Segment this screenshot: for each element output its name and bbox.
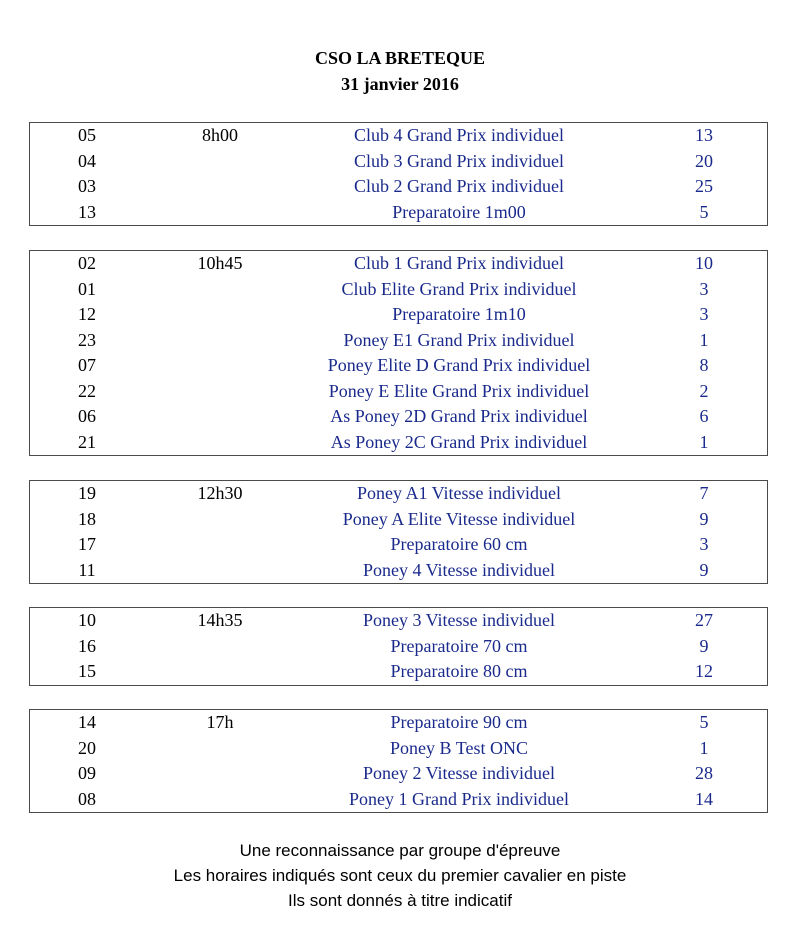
start-time: 14h35 bbox=[197, 610, 243, 630]
event-number: 16 bbox=[78, 635, 96, 656]
rider-count: 14 bbox=[695, 788, 713, 809]
rider-count: 8 bbox=[699, 355, 709, 375]
event-name: As Poney 2D Grand Prix individuel bbox=[330, 406, 588, 426]
event-number: 12 bbox=[78, 304, 96, 324]
table-row bbox=[30, 149, 767, 175]
event-name: Poney 2 Vitesse individuel bbox=[362, 763, 556, 783]
event-name: Club 2 Grand Prix individuel bbox=[354, 176, 564, 196]
rider-count: 3 bbox=[699, 534, 709, 554]
rider-count: 1 bbox=[699, 737, 709, 758]
rider-count: 10 bbox=[695, 253, 713, 273]
schedule-group bbox=[29, 607, 768, 686]
event-number: 07 bbox=[78, 355, 96, 375]
rider-count: 12 bbox=[695, 661, 713, 681]
event-name: Poney B Test ONC bbox=[390, 737, 528, 758]
event-name: Poney 3 Vitesse individuel bbox=[362, 610, 556, 630]
event-name: As Poney 2C Grand Prix individuel bbox=[330, 431, 588, 452]
rider-count: 1 bbox=[699, 431, 709, 452]
event-number: 15 bbox=[78, 661, 96, 681]
event-number: 13 bbox=[78, 201, 96, 222]
table-row bbox=[30, 481, 767, 507]
table-row bbox=[30, 736, 767, 762]
table-row bbox=[30, 251, 767, 277]
event-name: Poney A Elite Vitesse individuel bbox=[342, 508, 576, 529]
start-time: 10h45 bbox=[197, 253, 243, 273]
event-name: Preparatoire 60 cm bbox=[390, 534, 528, 554]
schedule-group bbox=[29, 480, 768, 584]
table-row bbox=[30, 710, 767, 736]
event-name: Poney 4 Vitesse individuel bbox=[362, 559, 556, 580]
event-name: Preparatoire 90 cm bbox=[390, 712, 528, 732]
table-row bbox=[30, 353, 767, 379]
footer-note-2: Les horaires indiqués sont ceux du premier cavalier en piste bbox=[173, 866, 627, 885]
event-number: 11 bbox=[78, 559, 96, 580]
event-number: 05 bbox=[78, 125, 96, 145]
event-number: 17 bbox=[78, 534, 96, 554]
rider-count: 5 bbox=[699, 712, 709, 732]
rider-count: 20 bbox=[695, 150, 713, 171]
rider-count: 9 bbox=[699, 559, 709, 580]
table-row bbox=[30, 558, 767, 584]
event-number: 02 bbox=[78, 253, 96, 273]
event-number: 21 bbox=[78, 431, 96, 452]
rider-count: 2 bbox=[699, 380, 709, 401]
rider-count: 25 bbox=[695, 176, 713, 196]
table-row bbox=[30, 659, 767, 685]
event-name: Preparatoire 80 cm bbox=[390, 661, 528, 681]
rider-count: 9 bbox=[699, 635, 709, 656]
schedule-group bbox=[29, 709, 768, 813]
table-row bbox=[30, 634, 767, 660]
rider-count: 27 bbox=[695, 610, 713, 630]
event-number: 06 bbox=[78, 406, 96, 426]
event-number: 22 bbox=[78, 380, 96, 401]
event-name: Club 3 Grand Prix individuel bbox=[354, 150, 564, 171]
event-date: 31 janvier 2016 bbox=[341, 74, 459, 94]
rider-count: 28 bbox=[695, 763, 713, 783]
table-row bbox=[30, 532, 767, 558]
event-number: 10 bbox=[78, 610, 96, 630]
page-title: CSO LA BRETEQUE bbox=[314, 48, 486, 68]
rider-count: 9 bbox=[699, 508, 709, 529]
event-number: 19 bbox=[78, 483, 96, 503]
event-number: 14 bbox=[78, 712, 96, 732]
table-row bbox=[30, 761, 767, 787]
event-number: 23 bbox=[78, 329, 96, 350]
event-name: Club 4 Grand Prix individuel bbox=[354, 125, 564, 145]
event-number: 20 bbox=[78, 737, 96, 758]
table-row bbox=[30, 379, 767, 405]
table-row bbox=[30, 608, 767, 634]
table-row bbox=[30, 200, 767, 226]
start-time: 17h bbox=[206, 712, 234, 732]
event-number: 09 bbox=[78, 763, 96, 783]
event-number: 18 bbox=[78, 508, 96, 529]
event-number: 08 bbox=[78, 788, 96, 809]
table-row bbox=[30, 328, 767, 354]
table-row bbox=[30, 123, 767, 149]
event-name: Poney E Elite Grand Prix individuel bbox=[328, 380, 590, 401]
event-name: Poney 1 Grand Prix individuel bbox=[349, 788, 569, 809]
footer-note-3: Ils sont donnés à titre indicatif bbox=[288, 891, 512, 910]
rider-count: 7 bbox=[699, 483, 709, 503]
rider-count: 3 bbox=[699, 304, 709, 324]
rider-count: 5 bbox=[699, 201, 709, 222]
table-row bbox=[30, 787, 767, 813]
rider-count: 3 bbox=[699, 278, 709, 299]
event-name: Poney A1 Vitesse individuel bbox=[356, 483, 562, 503]
event-name: Poney E1 Grand Prix individuel bbox=[343, 329, 575, 350]
event-name: Preparatoire 1m10 bbox=[392, 304, 526, 324]
schedule-group bbox=[29, 250, 768, 456]
event-number: 01 bbox=[78, 278, 96, 299]
event-name: Club 1 Grand Prix individuel bbox=[354, 253, 564, 273]
table-row bbox=[30, 302, 767, 328]
event-name: Poney Elite D Grand Prix individuel bbox=[327, 355, 591, 375]
start-time: 8h00 bbox=[202, 125, 238, 145]
table-row bbox=[30, 507, 767, 533]
event-name: Club Elite Grand Prix individuel bbox=[341, 278, 577, 299]
event-name: Preparatoire 1m00 bbox=[392, 201, 526, 222]
table-row bbox=[30, 430, 767, 456]
event-name: Preparatoire 70 cm bbox=[390, 635, 528, 656]
table-row bbox=[30, 277, 767, 303]
table-row bbox=[30, 174, 767, 200]
event-number: 03 bbox=[78, 176, 96, 196]
rider-count: 13 bbox=[695, 125, 713, 145]
event-number: 04 bbox=[78, 150, 96, 171]
rider-count: 6 bbox=[699, 406, 709, 426]
start-time: 12h30 bbox=[197, 483, 243, 503]
rider-count: 1 bbox=[699, 329, 709, 350]
table-row bbox=[30, 404, 767, 430]
footer-note-1: Une reconnaissance par groupe d'épreuve bbox=[239, 841, 561, 860]
schedule-group bbox=[29, 122, 768, 226]
